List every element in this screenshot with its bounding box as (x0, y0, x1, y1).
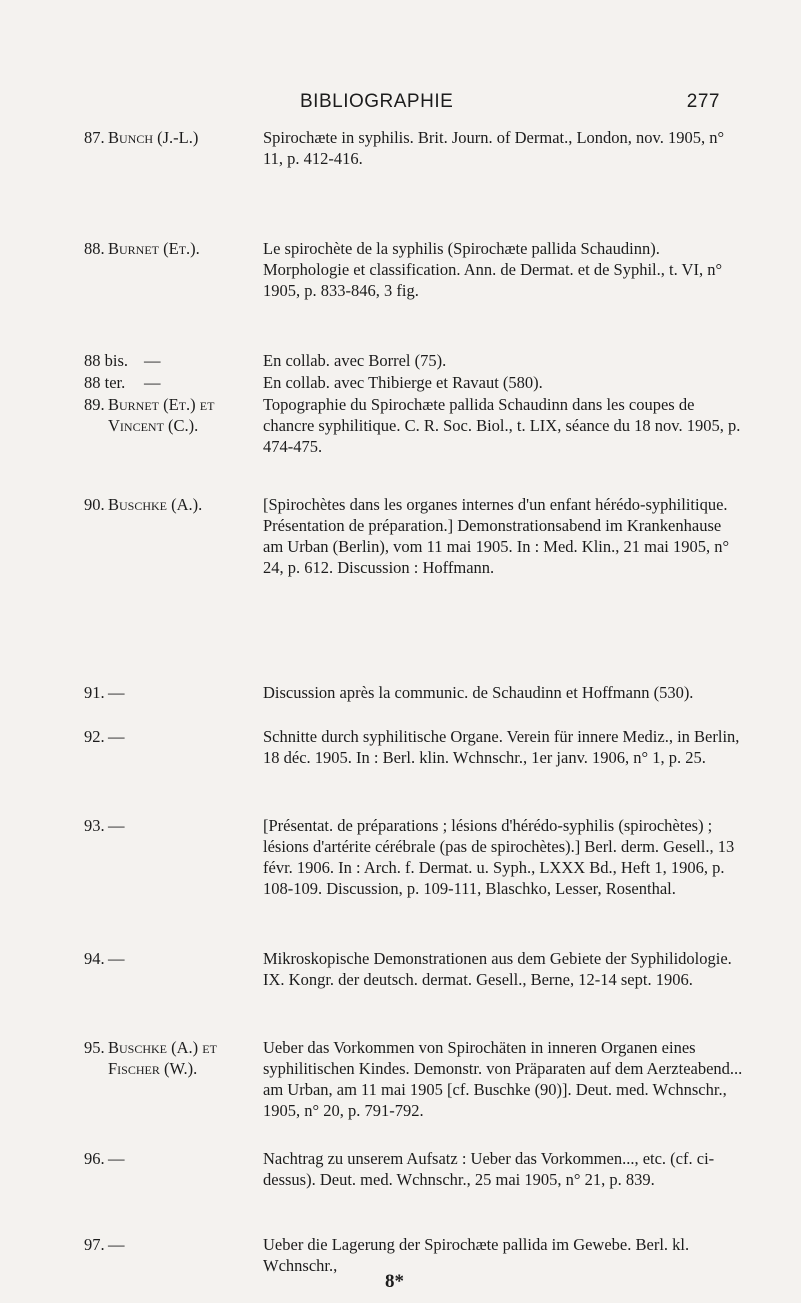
entry-author: Buschke (A.) et Fischer (W.). (108, 1038, 217, 1078)
entry-text: En collab. avec Borrel (75). (263, 351, 447, 370)
entry-author: — (108, 949, 125, 968)
entry-author: Bunch (J.-L.) (108, 128, 199, 147)
entry-text: [Spirochètes dans les organes internes d'un enfant hérédo-syphilitique. Présentation de préparation.] Demonstrationsabend im Krankenhause am Urban (Berlin), vom 11 mai 1905. In : Med. Klin., 21 mai 1905, n° 24, p. 612. Discussion : Hoffmann. (263, 495, 730, 577)
entry-text: Nachtrag zu unserem Aufsatz : Ueber das Vorkommen..., etc. (cf. ci-dessus). Deut. med. Wchnschr., 25 mai 1905, n° 21, p. 839. (263, 1149, 715, 1189)
entry-text: Schnitte durch syphilitische Organe. Verein für innere Mediz., in Berlin, 18 déc. 1905. In : Berl. klin. Wchnschr., 1er janv. 1906, n° 1, p. 25. (263, 727, 740, 767)
entry-text: Ueber das Vorkommen von Spirochäten in inneren Organen eines syphilitischen Kindes. Demonstr. von Präparaten auf dem Aerzteabend... am Urban, am 11 mai 1905 [cf. Buschke (90)]. Deut. med. Wchnschr., 1905, n° 20, p. 791-792. (263, 1038, 743, 1120)
bibliography-entry (84, 127, 744, 238)
entry-author: — (144, 373, 161, 392)
entry-number: 92. (84, 727, 105, 746)
header-title: BIBLIOGRAPHIE (300, 91, 454, 112)
entry-text: Mikroskopische Demonstrationen aus dem Gebiete der Syphilidologie. IX. Kongr. der deutsch. dermat. Gesell., Berne, 12-14 sept. 1906. (263, 949, 732, 989)
entry-author: — (108, 727, 125, 746)
bibliography-entry (84, 350, 744, 372)
entry-text: En collab. avec Thibierge et Ravaut (580). (263, 373, 543, 392)
entry-author: — (144, 351, 161, 370)
entry-author: — (108, 1235, 125, 1254)
entry-author: Buschke (A.). (108, 495, 203, 514)
bibliography-entry (84, 1037, 744, 1148)
entry-text: Ueber die Lagerung der Spirochæte pallida im Gewebe. Berl. kl. Wchnschr., (263, 1235, 690, 1275)
entry-number: 91. (84, 683, 105, 702)
entry-number: 95. (84, 1038, 105, 1057)
entry-number: 97. (84, 1235, 105, 1254)
bibliography-entry (84, 815, 744, 948)
entry-number: 88 ter. (84, 373, 126, 392)
entry-number: 87. (84, 128, 105, 147)
page-number: 277 (686, 91, 720, 112)
bibliography-entry (84, 948, 744, 1037)
entry-number: 88. (84, 239, 105, 258)
entry-author: — (108, 683, 125, 702)
entry-text: Topographie du Spirochæte pallida Schaudinn dans les coupes de chancre syphilitique. C. R. Soc. Biol., t. LIX, séance du 18 nov. 1905, p. 474-475. (263, 395, 741, 456)
bibliography-entry (84, 494, 744, 682)
entry-author: — (108, 816, 125, 835)
entry-number: 89. (84, 395, 105, 414)
bibliography-list (84, 127, 744, 1278)
bibliography-entry (84, 238, 744, 350)
entry-number: 93. (84, 816, 105, 835)
bibliography-entry (84, 394, 744, 494)
bibliography-entry (84, 1148, 744, 1234)
entry-author: Burnet (Et.) et Vincent (C.). (108, 395, 215, 435)
signature-mark: 8* (385, 1271, 404, 1292)
entry-text: Le spirochète de la syphilis (Spirochæte pallida Schaudinn). Morphologie et classification. Ann. de Dermat. et de Syphil., t. VI, n° 1905, p. 833-846, 3 fig. (263, 239, 723, 300)
bibliography-entry (84, 682, 744, 726)
entry-author: Burnet (Et.). (108, 239, 200, 258)
entry-number: 90. (84, 495, 105, 514)
entry-number: 88 bis. (84, 351, 129, 370)
entry-text: [Présentat. de préparations ; lésions d'hérédo-syphilis (spirochètes) ; lésions d'artérite cérébrale (pas de spirochètes).] Berl. derm. Gesell., 13 févr. 1906. In : Arch. f. Dermat. u. Syph., LXXX Bd., Heft 1, 1906, p. 108-109. Discussion, p. 109-111, Blaschko, Lesser, Rosenthal. (263, 816, 735, 898)
entry-number: 96. (84, 1149, 105, 1168)
bibliography-entry (84, 726, 744, 815)
entry-text: Discussion après la communic. de Schaudinn et Hoffmann (530). (263, 683, 694, 702)
bibliography-entry (84, 1234, 744, 1278)
bibliography-entry (84, 372, 744, 394)
entry-text: Spirochæte in syphilis. Brit. Journ. of Dermat., London, nov. 1905, n° 11, p. 412-416. (263, 128, 725, 168)
entry-number: 94. (84, 949, 105, 968)
entry-author: — (108, 1149, 125, 1168)
